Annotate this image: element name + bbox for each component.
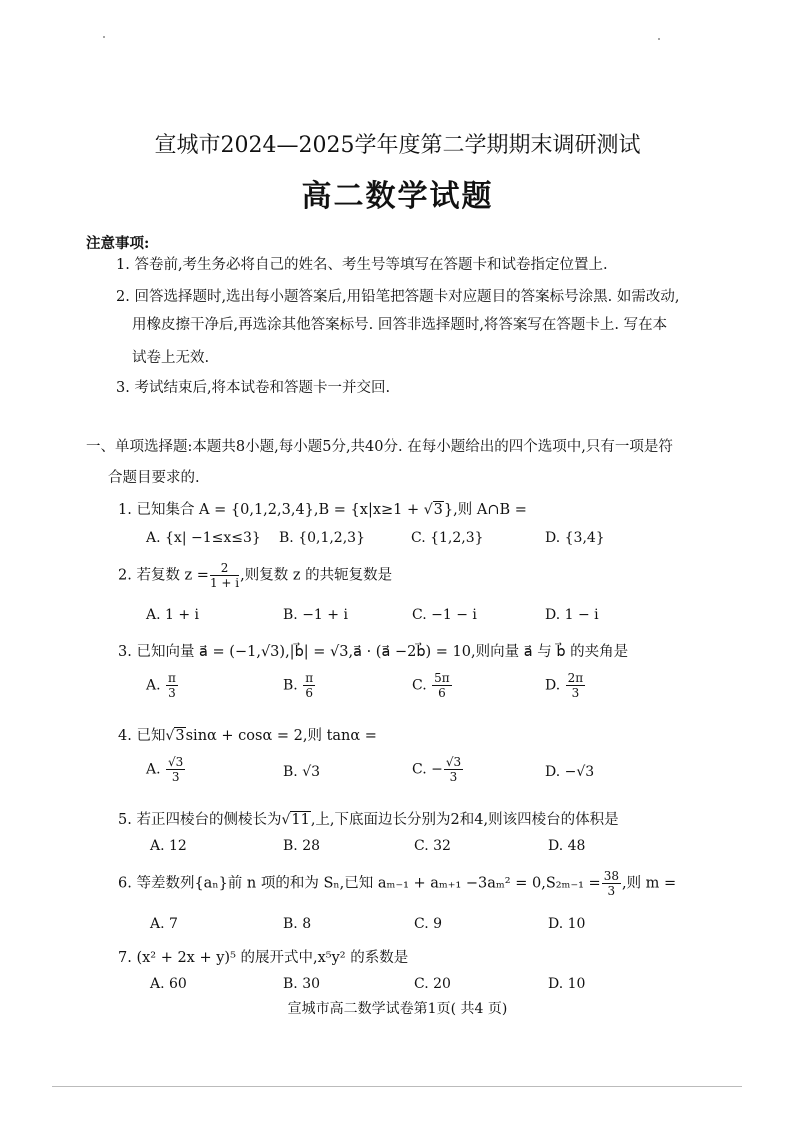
radical: √3 bbox=[165, 728, 185, 744]
question-3: 3. 已知向量 a⃗ = (−1,√3),|b⃗| = √3,a⃗ · (a⃗ −2b⃗) = 10,则向量 a⃗ 与 b⃗ 的夹角是 bbox=[118, 644, 629, 660]
scan-dot bbox=[103, 36, 105, 38]
q2-stem-b: ,则复数 z 的共轭复数是 bbox=[240, 567, 393, 584]
q7-option-c[interactable]: C. 20 bbox=[414, 976, 451, 992]
question-6 bbox=[118, 870, 676, 897]
q4-option-c[interactable]: C. − $\frac{√3}{3}$ bbox=[412, 755, 462, 784]
q2-option-d[interactable]: D. 1 − i bbox=[545, 607, 599, 623]
note-item: 1. 答卷前,考生务必将自己的姓名、考生号等填写在答题卡和试卷指定位置上. bbox=[116, 257, 608, 273]
note-item: 2. 回答选择题时,选出每小题答案后,用铅笔把答题卡对应题目的答案标号涂黑. 如需改动, bbox=[116, 289, 680, 305]
q5-option-a[interactable]: A. 12 bbox=[150, 838, 187, 854]
q1-option-d[interactable]: D. {3,4} bbox=[545, 530, 605, 546]
q1-stem-a: 1. 已知集合 A = {0,1,2,3,4},B = {x|x≥1 + bbox=[118, 502, 424, 518]
q6-option-d[interactable]: D. 10 bbox=[548, 916, 586, 932]
q5-stem-b: ,上,下底面边长分别为2和4,则该四棱台的体积是 bbox=[310, 812, 619, 828]
q4-option-a[interactable]: A. $\frac{√3}{3}$ bbox=[146, 755, 184, 784]
question-7: 7. (x² + 2x + y)⁵ 的展开式中,x⁵y² 的系数是 bbox=[118, 950, 409, 966]
q5-stem-a: 5. 若正四棱台的侧棱长为 bbox=[118, 812, 282, 828]
notes-heading: 注意事项: bbox=[86, 235, 150, 252]
radical: √11 bbox=[281, 812, 310, 828]
question-1 bbox=[118, 498, 527, 519]
fraction: $\frac{38}{3}$ bbox=[603, 869, 619, 898]
q2-option-b[interactable]: B. −1 + i bbox=[283, 607, 348, 623]
q6-option-b[interactable]: B. 8 bbox=[283, 916, 312, 932]
q5-option-d[interactable]: D. 48 bbox=[548, 838, 586, 854]
q6-option-a[interactable]: A. 7 bbox=[150, 916, 178, 932]
section-heading: 一、单项选择题:本题共8小题,每小题5分,共40分. 在每小题给出的四个选项中,只有一项是符 bbox=[86, 439, 673, 455]
note-item: 试卷上无效. bbox=[132, 350, 210, 366]
q1-option-a[interactable]: A. {x| −1≤x≤3} bbox=[146, 530, 261, 546]
question-2 bbox=[118, 562, 392, 589]
radical: √3 bbox=[423, 502, 443, 518]
q5-option-b[interactable]: B. 28 bbox=[283, 838, 321, 854]
q4-stem-a: 4. 已知 bbox=[118, 728, 166, 744]
question-5 bbox=[118, 808, 619, 829]
q3-option-a[interactable]: A. $\frac{\pi}{3}$ bbox=[146, 671, 176, 700]
q4-option-d[interactable]: D. −√3 bbox=[545, 764, 595, 780]
q2-option-c[interactable]: C. −1 − i bbox=[412, 607, 477, 623]
q7-option-a[interactable]: A. 60 bbox=[150, 976, 187, 992]
question-4 bbox=[118, 724, 377, 745]
q7-option-d[interactable]: D. 10 bbox=[548, 976, 586, 992]
note-item: 3. 考试结束后,将本试卷和答题卡一并交回. bbox=[116, 380, 391, 396]
q3-option-c[interactable]: C. $\frac{5\pi}{6}$ bbox=[412, 671, 450, 700]
exam-subtitle: 高二数学试题 bbox=[301, 179, 494, 214]
q6-stem-a: 6. 等差数列{aₙ}前 n 项的和为 Sₙ,已知 aₘ₋₁ + aₘ₊₁ −3aₘ² = 0,S₂ₘ₋₁ = bbox=[118, 875, 601, 892]
q2-option-a[interactable]: A. 1 + i bbox=[146, 607, 200, 623]
page-footer: 宣城市高二数学试卷第1页( 共4 页) bbox=[287, 1001, 508, 1017]
q3-option-d[interactable]: D. $\frac{2\pi}{3}$ bbox=[545, 671, 584, 700]
section-heading-cont: 合题目要求的. bbox=[108, 470, 200, 486]
fraction: $\frac{2}{1 + i}$ bbox=[209, 561, 240, 590]
note-item: 用橡皮擦干净后,再选涂其他答案标号. 回答非选择题时,将答案写在答题卡上. 写在本 bbox=[132, 317, 668, 333]
q6-option-c[interactable]: C. 9 bbox=[414, 916, 443, 932]
q4-option-b[interactable]: B. √3 bbox=[283, 764, 321, 780]
q6-stem-b: ,则 m = bbox=[621, 875, 677, 892]
q1-stem-b: },则 A∩B = bbox=[443, 502, 527, 518]
scan-dot bbox=[658, 38, 660, 40]
q2-stem-a: 2. 若复数 z = bbox=[118, 567, 209, 584]
exam-title: 宣城市2024—2025学年度第二学期期末调研测试 bbox=[154, 133, 641, 158]
q1-option-c[interactable]: C. {1,2,3} bbox=[411, 530, 484, 546]
q5-option-c[interactable]: C. 32 bbox=[414, 838, 451, 854]
q3-option-b[interactable]: B. $\frac{\pi}{6}$ bbox=[283, 671, 314, 700]
q7-option-b[interactable]: B. 30 bbox=[283, 976, 321, 992]
q1-option-b[interactable]: B. {0,1,2,3} bbox=[279, 530, 365, 546]
scan-edge-line bbox=[52, 1086, 742, 1087]
q4-stem-b: sinα + cosα = 2,则 tanα = bbox=[185, 728, 377, 744]
